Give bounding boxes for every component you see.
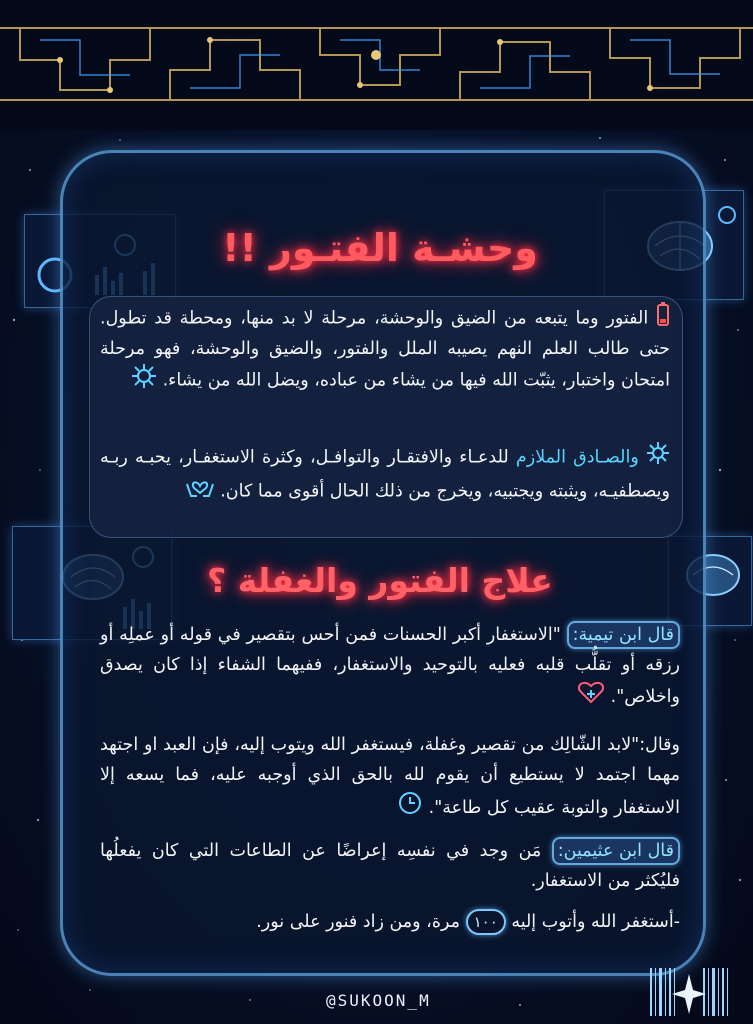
paragraph-intro	[100, 302, 670, 398]
hands-heart-icon	[185, 474, 215, 509]
highlight-phrase: والصـادق الملازم	[515, 447, 639, 468]
barcode-icon	[648, 966, 730, 1018]
quote-text: وقال:"لابد الشّالِك من تقصير وغفلة، فيستغفر الله ويتوب إليه، فإن العبد او اجتهد مهما اجتمد لا يستطيع أن يقوم لله بالحق الذي أوجبه عليه، فما يسعه إلا الاستغفار والتوبة عقيب كل طاعة".	[100, 735, 680, 818]
closing-text: -أستغفر الله وأتوب إليه	[505, 912, 680, 932]
quote-second	[100, 730, 680, 826]
clock-icon	[397, 790, 423, 826]
virus-icon	[646, 441, 670, 474]
battery-low-icon	[656, 302, 670, 335]
section-subtitle: علاج الفتور والغفلة ؟	[207, 561, 553, 600]
quote-author-tag: قال ابن عثيمين:	[552, 837, 680, 865]
quote-ibn-uthaymeen	[100, 836, 680, 896]
heart-pulse-icon	[577, 680, 605, 714]
author-handle: @SUKOON_M	[326, 991, 431, 1010]
intro-text: الفتور وما يتبعه من الضيق والوحشة، مرحلة لا بد منها، ومحطة قد تطول. حتى طالب العلم النهم يصيبه الملل والفتور، والضيق والوحشة، فهو مرحلة امتحان واختبار، يثبّت الله فيها من يشاء من عباده، ويضل الله من يشاء.	[100, 308, 670, 391]
virus-icon	[131, 363, 157, 398]
circuit-banner	[0, 0, 753, 130]
quote-author-tag: قال ابن تيمية:	[567, 621, 680, 649]
paragraph-advice	[100, 441, 670, 509]
closing-text: مرة، ومن زاد فنور على نور.	[256, 912, 466, 932]
quote-text: مَن وجد في نفسِه إعراضًا عن الطاعات التي كان يفعلُها فليُكثر من الاستغفار.	[100, 841, 680, 891]
page-title: وحشـة الفتـور !!	[222, 226, 538, 270]
advice-text: للدعـاء والافتقـار والتوافـل، وكثرة الاستغفـار، يحبـه ربـه ويصطفيـه، ويثبته ويجتبيه، ويخرج من ذلك الحال أقوى مما كان.	[100, 447, 670, 502]
quote-ibn-taymiyyah	[100, 620, 680, 714]
count-badge: ١٠٠	[466, 909, 506, 935]
closing-line	[100, 908, 680, 936]
quote-text: "الاستغفار أكبر الحسنات فمن أحس بتقصير في قوله أو عملِه أو رزقه أو تقلُّب قلبه فعليه بالتوحيد والاستغفار، ففيهما الشفاء إذا كان يصدق واخلاص".	[100, 625, 680, 707]
